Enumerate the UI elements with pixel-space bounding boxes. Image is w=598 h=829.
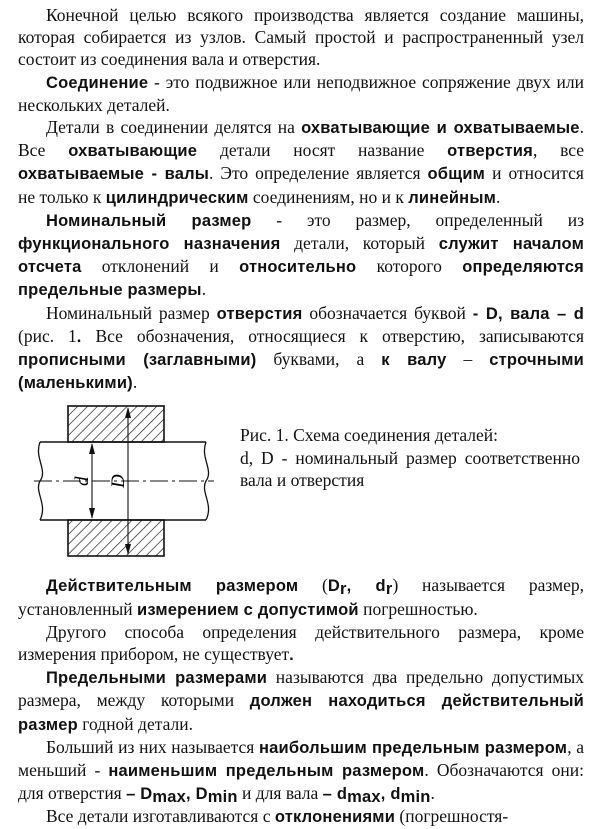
dimension-d-arrow-bottom	[89, 508, 95, 519]
paragraph-max-min: Больший из них называется наибольшим предельным размером, а меньший - наименьшим предельным размером. Обозначаются они: для отверстия – $D_{max}$, $D_{min}$ и для вала – $d_{max}$, $d_{min}$.	[18, 736, 585, 807]
paragraph-measurement: Другого способа определения действительного размера, кроме измерения прибором, не существует.	[18, 621, 584, 665]
label-D: D	[108, 474, 129, 489]
paragraph-part-types: Детали в соединении делятся на охватывающие и охватываемые. Все охватывающие детали носят название отверстия, все охватываемые - валы. Это определение является общим и относится не только к цилиндрическим соединениям, но и к линейным.	[18, 117, 584, 207]
paragraph-connection-definition: Соединение - это подвижное или неподвижное сопряжение двух или нескольких деталей.	[18, 71, 584, 115]
document-page	[18, 4, 584, 829]
figure-caption-title: Рис. 1. Схема соединения деталей:	[240, 425, 498, 446]
shaft-hole-diagram	[34, 400, 224, 572]
label-d: d	[72, 476, 93, 487]
dimension-d-arrow-top	[89, 443, 95, 454]
paragraph-notation: Номинальный размер отверстия обозначается буквой - D, вала – d (рис. 1. Все обозначения, относящиеся к отверстию, записываются прописными (заглавными) буквами, а к валу – строчными (маленькими).	[18, 302, 585, 393]
paragraph-intro: Конечной целью всякого производства является создание машины, которая собирается из узлов. Самый простой и распространенный узел состоит из соединения вала и отверстия.	[18, 5, 584, 70]
paragraph-limit-sizes: Предельными размерами называются два предельно допустимых размера, между которыми должен находиться действительный размер годной детали.	[18, 667, 585, 734]
figure-caption	[240, 424, 580, 491]
paragraph-nominal-size: Номинальный размер - это размер, определенный из функционального назначения детали, который служит началом отсчета отклонений и относительно которого определяются предельные размеры.	[18, 209, 585, 300]
hole-part-top	[68, 406, 164, 442]
figure-1	[18, 396, 584, 574]
paragraph-deviations: Все детали изготавливаются с отклонениями (погрешностя-	[46, 806, 509, 827]
figure-caption-body: d, D - номинальный размер соответственно вала и отверстия	[240, 447, 580, 490]
paragraph-actual-size: Действительным размером ($D_r$, $d_r$) называется размер, установленный измерением с допустимой погрешностью.	[18, 575, 584, 619]
hole-part-bottom	[68, 520, 164, 556]
term-connection: Соединение	[46, 73, 149, 92]
shaft-break-right	[204, 442, 208, 520]
